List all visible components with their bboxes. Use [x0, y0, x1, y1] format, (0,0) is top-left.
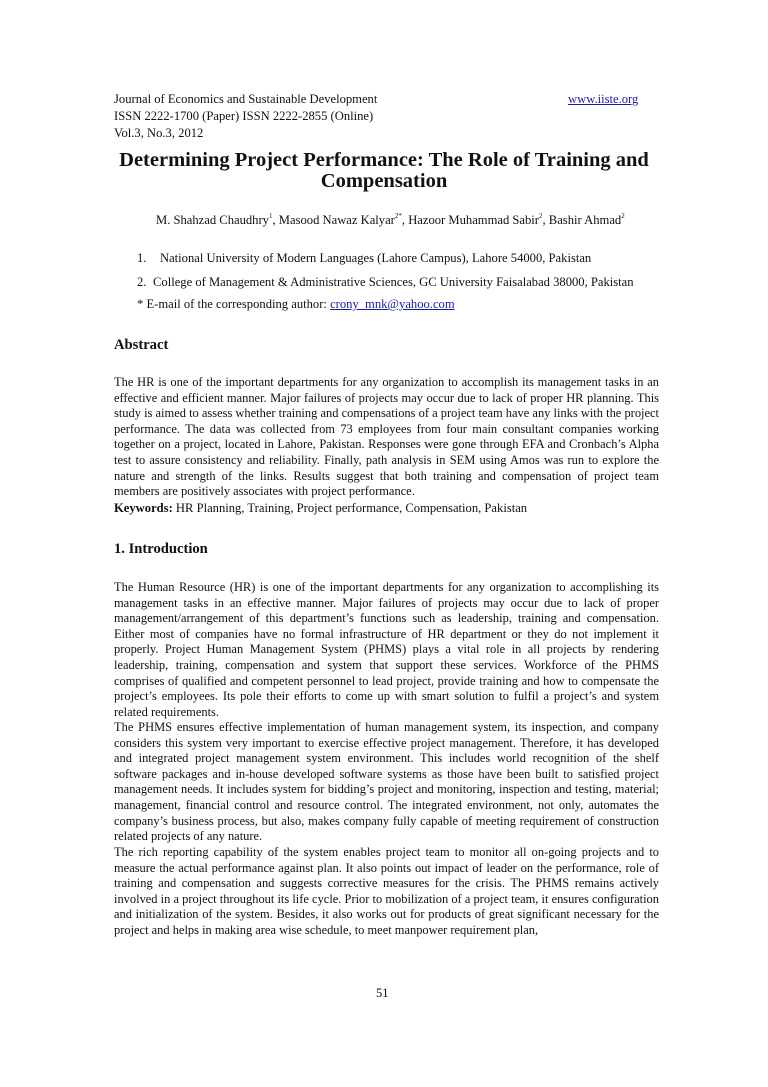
paper-title: Determining Project Performance: The Role of Training and Compensation	[119, 149, 649, 192]
author-affiliation-marker: 2*	[394, 212, 402, 220]
page-number: 51	[376, 986, 389, 1000]
keywords-label: Keywords:	[114, 501, 173, 515]
journal-volume: Vol.3, No.3, 2012	[114, 126, 204, 140]
introduction-paragraph: The Human Resource (HR) is one of the important departments for any organization to accomplishing its management tasks in an effective manner. Major failures of projects may occur due to lack of proper management/arrangement of this department’s functions such as leadership, training and compensation. Either most of companies have no formal infrastructure of HR department or they do not implement it properly. Project Human Management System (PHMS) plays a vital role in all projects by rendering leadership, training, compensation and system that support these services. Workforce of the PHMS comprises of qualified and competent personnel to lead project, provide training and how to compensate the project’s employees. Its pole their efforts to come up with smart solution to fulfil a project’s and system related requirements.	[114, 580, 659, 719]
author-name: Hazoor Muhammad Sabir	[408, 213, 539, 227]
keywords-line	[114, 501, 527, 516]
affiliation-1-number: 1.	[137, 251, 147, 265]
journal-name: Journal of Economics and Sustainable Development	[114, 92, 378, 106]
author-name: Bashir Ahmad	[548, 213, 622, 227]
journal-issn: ISSN 2222-1700 (Paper) ISSN 2222-2855 (Online)	[114, 109, 374, 123]
author-name: M. Shahzad Chaudhry	[156, 213, 269, 227]
author-list: M. Shahzad Chaudhry$^1$, Masood Nawaz Kalyar$^{2*}$, Hazoor Muhammad Sabir$^2$, Bashir Ahmad$^2$	[156, 212, 625, 227]
author-affiliation-marker: 1	[268, 212, 273, 220]
affiliation-2: College of Management & Administrative Sciences, GC University Faisalabad 38000, Pakistan	[153, 275, 634, 289]
affiliation-1: National University of Modern Languages (Lahore Campus), Lahore 54000, Pakistan	[160, 251, 592, 265]
affiliation-2-number: 2.	[137, 275, 147, 289]
author-affiliation-marker: 2	[621, 212, 625, 220]
abstract-heading: Abstract	[114, 337, 169, 353]
introduction-paragraph: The PHMS ensures effective implementation of human management system, its inspection, and company considers this system very important to exercise effective project management. Therefore, it has developed and integrated project management system environment. This includes world recognition of the shelf software packages and in-house developed software systems as those have been built to satisfied project management needs. It includes system for bidding’s project and monitoring, inspection and testing, material; management, financial control and resource control. The integrated environment, not only, automates the company’s business process, but also, makes company fully capable of meeting requirement of construction related projects of any nature.	[114, 720, 659, 844]
author-name: Masood Nawaz Kalyar	[278, 213, 395, 227]
abstract-text: The HR is one of the important departments for any organization to accomplish its management tasks in an effective and efficient manner. Major failures of projects may occur due to lack of proper HR planning. This study is aimed to assess whether training and compensations of a project team have any links with the project performance. The data was collected from 73 employees from four main consultant companies working together on a project, located in Lahore, Pakistan. Responses were gone through EFA and Cronbach’s Alpha test to assure consistency and reliability. Finally, path analysis in SEM using Amos was run to explore the nature and strength of the links. Results suggest that both training and compensation of project team members are positively associates with project performance.	[114, 375, 659, 499]
introduction-heading: 1. Introduction	[114, 541, 208, 557]
email-label: * E-mail of the corresponding author:	[137, 297, 327, 311]
journal-website-link[interactable]: www.iiste.org	[568, 92, 639, 106]
author-email-link[interactable]: crony_mnk@yahoo.com	[330, 297, 455, 311]
author-affiliation-marker: 2	[539, 212, 543, 220]
introduction-paragraph: The rich reporting capability of the system enables project team to monitor all on-going projects and to measure the actual performance against plan. It also points out impact of leader on the performance, role of training and compensation and suggests corrective measures for the crisis. The PHMS remains actively involved in a project throughout its life cycle. Prior to mobilization of a project team, it ensures configuration and initialization of the system. Besides, it also works out for products of great significant necessary for the project and helps in making area wise schedule, to meet manpower requirement plan,	[114, 845, 659, 937]
corresponding-author-line	[137, 297, 455, 312]
keywords-text: HR Planning, Training, Project performance, Compensation, Pakistan	[175, 501, 528, 515]
